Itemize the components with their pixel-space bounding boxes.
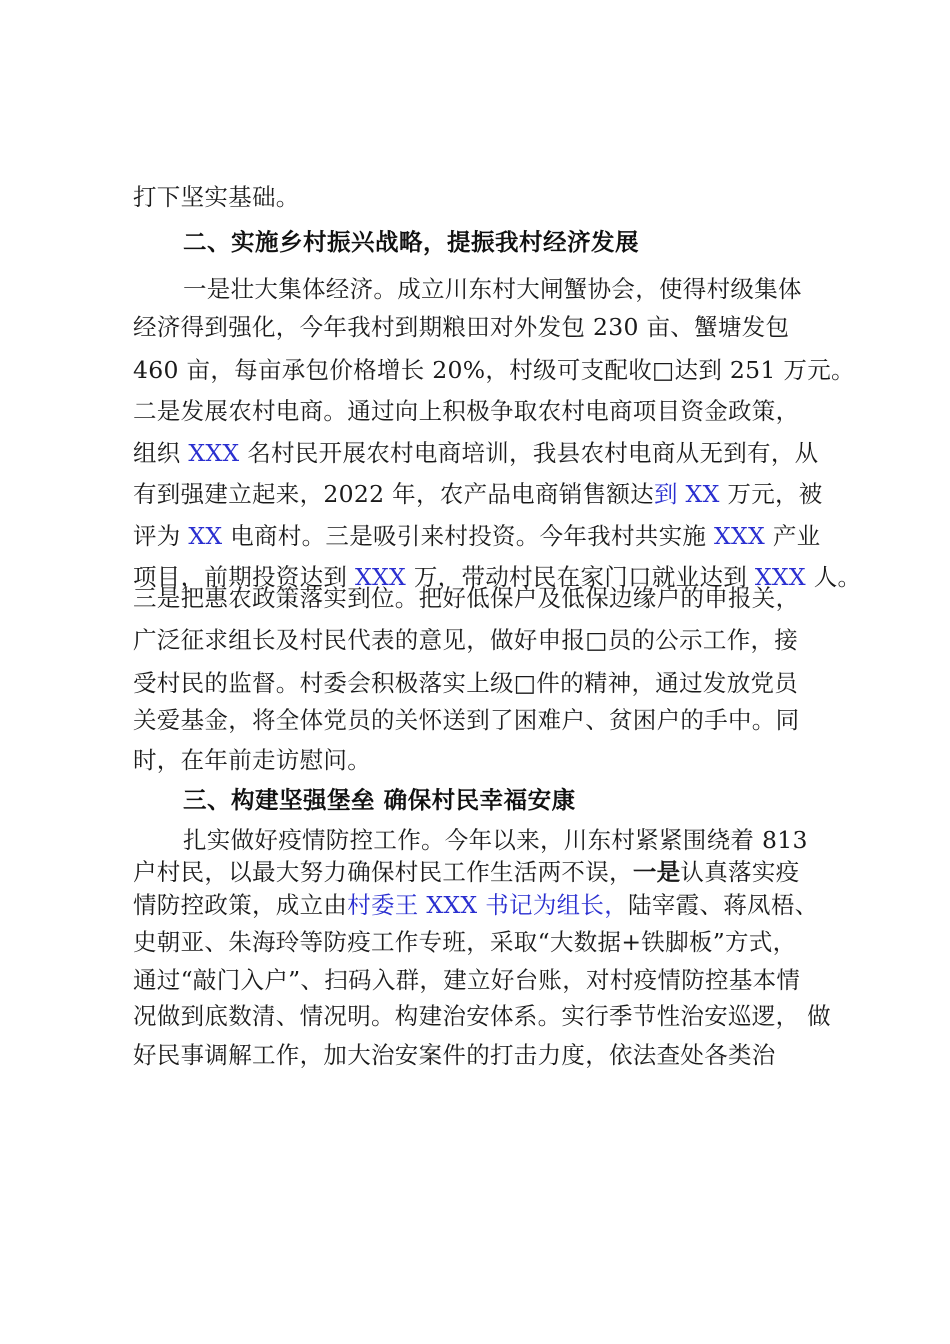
text-segment: 广泛征求组长及村民代表的意见，做好申报□员的公示工作，接 bbox=[133, 626, 799, 654]
text-line bbox=[133, 313, 789, 341]
text-segment: 三是把惠农政策落实到位。把好低保户及低保边缘户的申报关， bbox=[133, 584, 800, 612]
text-segment: 名村民开展农村电商培训，我县农村电商从无到有，从 bbox=[239, 439, 819, 467]
text-segment: 关爱基金，将全体党员的关怀送到了困难户、贫困户的手中。同 bbox=[133, 706, 800, 734]
text-line bbox=[133, 439, 818, 467]
text-segment: 陆宰霞、蒋凤梧、 bbox=[628, 891, 819, 919]
highlighted-text: XXX bbox=[354, 563, 407, 591]
text-segment: 二是发展农村电商。通过向上积极争取农村电商项目资金政策， bbox=[133, 397, 800, 425]
text-segment: 万，带动村民在家门口就业达到 bbox=[406, 563, 755, 591]
text-segment: 三、构建坚强堡垒 确保村民幸福安康 bbox=[183, 786, 576, 814]
text-line bbox=[133, 626, 798, 654]
text-segment: 产业 bbox=[765, 522, 821, 550]
text-segment: 一是壮大集体经济。成立川东村大闸蟹协会，使得村级集体 bbox=[183, 275, 802, 303]
highlighted-text: XXX bbox=[188, 439, 240, 467]
text-line bbox=[133, 1041, 776, 1069]
bold-text: 一是 bbox=[632, 858, 681, 886]
text-line bbox=[133, 928, 796, 956]
text-segment: 户村民，以最大努力确保村民工作生活两不误， bbox=[133, 858, 633, 886]
text-line bbox=[133, 706, 799, 734]
section-heading bbox=[183, 228, 639, 256]
section-heading bbox=[183, 786, 576, 814]
text-line bbox=[133, 356, 855, 384]
text-segment: 打下坚实基础。 bbox=[133, 183, 300, 211]
highlighted-text: XXX bbox=[713, 522, 766, 550]
text-segment: 460 亩，每亩承包价格增长 20%，村级可支配收□达到 251 万元。 bbox=[133, 356, 855, 384]
highlighted-text: XX bbox=[188, 522, 223, 550]
text-line bbox=[133, 1002, 831, 1030]
text-segment: 通过“敲门入户”、扫码入群，建立好台账，对村疫情防控基本情 bbox=[133, 966, 801, 994]
highlighted-text: XXX bbox=[754, 563, 806, 591]
text-segment: 情防控政策，成立由 bbox=[133, 891, 348, 919]
text-segment: 二、实施乡村振兴战略，提振我村经济发展 bbox=[183, 228, 639, 256]
text-line bbox=[133, 746, 371, 774]
text-segment: 扎实做好疫情防控工作。今年以来，川东村紧紧围绕着 813 bbox=[183, 826, 808, 854]
text-line bbox=[183, 275, 802, 303]
text-segment: 万元，被 bbox=[719, 480, 823, 508]
text-line bbox=[133, 966, 800, 994]
text-line bbox=[133, 891, 818, 919]
text-segment: 电商村。三是吸引来村投资。今年我村共实施 bbox=[222, 522, 714, 550]
text-segment: 经济得到强化，今年我村到期粮田对外发包 230 亩、蟹塘发包 bbox=[133, 313, 790, 341]
text-line bbox=[133, 584, 799, 612]
text-segment: 有到强建立起来，2022 年，农产品电商销售额达 bbox=[133, 480, 654, 508]
highlighted-text: 村委王 XXX 书记为组长， bbox=[347, 891, 629, 919]
text-segment: 史朝亚、朱海玲等防疫工作专班，采取“大数据+铁脚板”方式， bbox=[133, 928, 797, 956]
highlighted-text: 到 XX bbox=[653, 480, 720, 508]
text-line bbox=[133, 183, 300, 211]
text-segment: 评为 bbox=[133, 522, 189, 550]
text-segment: 认真落实疫 bbox=[680, 858, 800, 886]
text-segment: 人。 bbox=[805, 563, 862, 591]
text-line bbox=[133, 397, 799, 425]
text-line bbox=[133, 480, 823, 508]
text-segment: 受村民的监督。村委会积极落实上级□件的精神，通过发放党员 bbox=[133, 669, 799, 697]
text-segment: 时，在年前走访慰问。 bbox=[133, 746, 371, 774]
text-line bbox=[133, 858, 799, 886]
text-segment: 组织 bbox=[133, 439, 189, 467]
text-segment: 好民事调解工作，加大治安案件的打击力度，依法查处各类治 bbox=[133, 1041, 776, 1069]
text-line bbox=[133, 522, 820, 550]
text-segment: 项目，前期投资达到 bbox=[133, 563, 355, 591]
text-line bbox=[133, 669, 798, 697]
text-line bbox=[183, 826, 808, 854]
text-segment: 况做到底数清、情况明。构建治安体系。实行季节性治安巡逻， 做 bbox=[133, 1002, 831, 1030]
